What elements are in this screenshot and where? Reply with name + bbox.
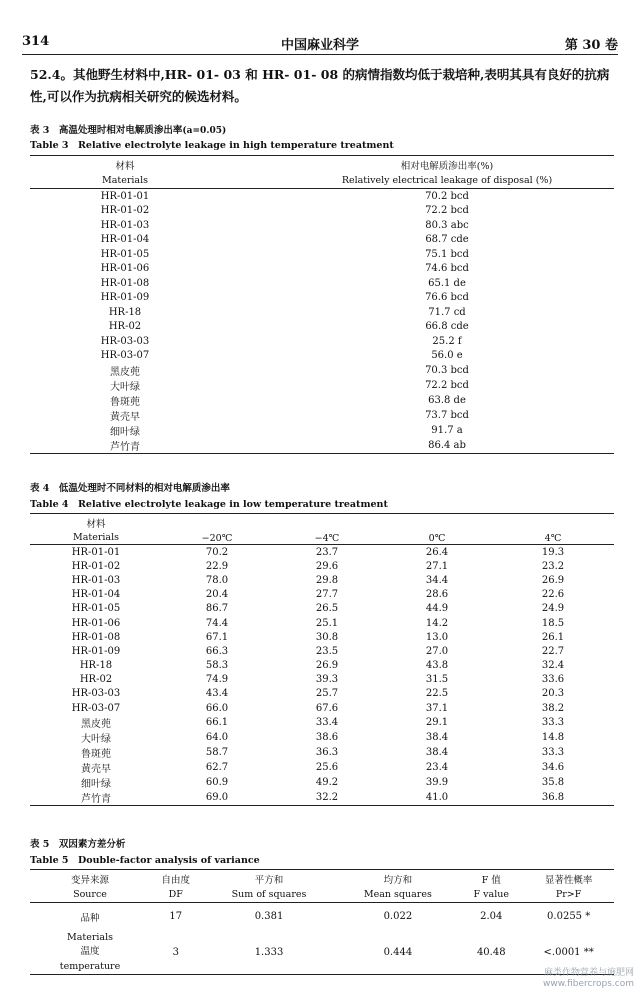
table4-material: HR-01-05 [71, 603, 121, 615]
table5-header-en-cell: Pr>F [523, 886, 614, 903]
table4-value: 70.2 [205, 546, 229, 558]
table3-material: HR-01-01 [100, 190, 150, 202]
table4-value: 23.5 [315, 645, 339, 657]
table5 [30, 869, 614, 975]
table4-value: 38.4 [425, 732, 449, 744]
table4-value: 30.8 [315, 631, 339, 643]
table3-leakage: 66.8 cde [425, 321, 469, 333]
table-row [30, 630, 614, 644]
table3-material: HR-01-08 [100, 277, 150, 289]
table-row [30, 745, 614, 760]
paragraph-line: 52.4。其他野生材料中,HR- 01- 03 和 HR- 01- 08 的病情指数均低于栽培种,表明其具有良好的抗病 [30, 67, 610, 82]
table4-value: 49.2 [315, 777, 339, 789]
table3-col1-en: Materials [30, 172, 220, 189]
table4-value: 14.2 [425, 617, 449, 629]
table4-value: 43.4 [205, 688, 229, 700]
table3-leakage: 56.0 e [431, 350, 463, 362]
table4-value: 34.4 [425, 574, 449, 586]
table3-material: 芦竹青 [30, 438, 220, 454]
table5-header-en-cell: Source [30, 886, 150, 903]
table4-value: 20.3 [541, 688, 565, 700]
table4-temp-header: 4℃ [492, 514, 614, 545]
table4-value: 25.6 [315, 762, 339, 774]
table4-material: 芦竹青 [30, 790, 162, 806]
table4-value: 33.6 [541, 674, 565, 686]
header-rule [22, 54, 618, 55]
table-row [30, 573, 614, 587]
table3-material: HR-01-09 [100, 292, 150, 304]
table4-value: 29.6 [315, 560, 339, 572]
table-row [30, 715, 614, 730]
table4-value: 36.8 [492, 790, 614, 806]
table-row [30, 334, 614, 349]
table4-value: 34.6 [541, 762, 565, 774]
table4-value: 13.0 [425, 631, 449, 643]
table4-material: HR-01-02 [71, 560, 121, 572]
table-row [30, 204, 614, 219]
table3-body [30, 189, 614, 454]
table4-value: 29.1 [425, 717, 449, 729]
table4-value: 19.3 [541, 546, 565, 558]
table3-material: HR-02 [108, 321, 142, 333]
table4-value: 22.5 [425, 688, 449, 700]
table4-value: 32.4 [541, 660, 565, 672]
table4-temp-header: −4℃ [272, 514, 382, 545]
table4-value: 39.3 [315, 674, 339, 686]
table3 [30, 155, 614, 454]
table3-material: HR-18 [108, 306, 142, 318]
page-number: 314 [22, 34, 50, 49]
table-row [30, 760, 614, 775]
table3-leakage: 80.3 abc [425, 219, 469, 231]
table4-value: 44.9 [425, 603, 449, 615]
table-row [30, 247, 614, 262]
table4-value: 64.0 [205, 732, 229, 744]
table-row [30, 616, 614, 630]
running-header [22, 34, 618, 52]
table5-header-cn-cell: 均方和 [337, 870, 460, 887]
table-row [30, 903, 614, 931]
table5-f: 2.04 [480, 911, 503, 922]
table4-body [30, 545, 614, 806]
table4-value: 43.8 [425, 660, 449, 672]
table-row [30, 262, 614, 277]
body-paragraph [30, 64, 616, 108]
table3-material: 细叶绿 [110, 427, 140, 438]
table-row [30, 393, 614, 408]
table3-leakage: 76.6 bcd [425, 292, 469, 304]
table4-value: 26.9 [315, 660, 339, 672]
table-row [30, 701, 614, 715]
table4-value: 74.4 [205, 617, 229, 629]
table3-material: HR-03-03 [100, 335, 150, 347]
table4-value: 22.7 [541, 645, 565, 657]
table4-value: 74.9 [205, 674, 229, 686]
table3-material: HR-01-02 [100, 205, 150, 217]
table-row [30, 930, 614, 975]
table4-value: 36.3 [315, 747, 339, 759]
table4-material: HR-02 [79, 674, 113, 686]
table5-source-cn: 温度 [80, 946, 100, 957]
table4-material: HR-18 [79, 660, 113, 672]
table-row [30, 408, 614, 423]
table3-material: 大叶绿 [110, 382, 140, 393]
table3-leakage: 63.8 de [428, 395, 466, 406]
table-row [30, 545, 614, 560]
table4 [30, 513, 614, 806]
table5-source: 品种 [80, 912, 100, 924]
table4-value: 25.7 [315, 688, 339, 700]
table5-header-en [30, 886, 614, 903]
table3-col1-cn: 材料 [30, 156, 220, 173]
table4-col1-en: Materials [30, 530, 162, 545]
table-row [30, 602, 614, 616]
table4-value: 20.4 [205, 589, 229, 601]
journal-title: 中国麻业科学 [280, 38, 359, 53]
table-row [30, 730, 614, 745]
table4-material: HR-01-03 [71, 574, 121, 586]
table4-value: 66.3 [205, 645, 229, 657]
table5-header-en-cell: Sum of squares [202, 886, 337, 903]
table-row [30, 588, 614, 602]
table4-value: 27.1 [425, 560, 449, 572]
table4-temp-header: 0℃ [382, 514, 492, 545]
table4-value: 29.8 [315, 574, 339, 586]
table-row [30, 659, 614, 673]
table3-material: HR-03-07 [100, 350, 150, 362]
table5-header-cn-cell: F 值 [459, 870, 523, 887]
table4-value: 14.8 [541, 732, 565, 744]
table4-material: 大叶绿 [81, 734, 111, 746]
table3-leakage: 73.7 bcd [425, 410, 469, 421]
table4-value: 58.3 [205, 660, 229, 672]
table4-value: 18.5 [541, 617, 565, 629]
table5-p: <.0001 ** [523, 930, 614, 975]
table4-value: 58.7 [205, 747, 229, 759]
site-watermark: 麻类作物营养与施肥网 www.fibercrops.com [543, 968, 634, 989]
table-row [30, 305, 614, 320]
table4-value: 23.2 [541, 560, 565, 572]
table3-material: HR-01-06 [100, 263, 150, 275]
table5-caption-cn: 表 5 双因素方差分析 [30, 839, 126, 850]
table4-value: 26.1 [541, 631, 565, 643]
table3-leakage: 74.6 bcd [425, 263, 469, 275]
table-row [30, 673, 614, 687]
table3-material: 鲁斑蔸 [110, 397, 140, 408]
table5-caption-en: Table 5 Double-factor analysis of variance [30, 855, 260, 866]
table4-value: 26.9 [541, 574, 565, 586]
table4-material: HR-03-07 [71, 702, 121, 714]
table4-material: 鲁斑蔸 [81, 749, 111, 761]
table4-value: 23.4 [425, 762, 449, 774]
table-row [30, 644, 614, 658]
table4-value: 23.7 [315, 546, 339, 558]
table3-caption-cn: 表 3 高温处理时相对电解质渗出率(a=0.05) [30, 125, 227, 136]
table-row [30, 438, 614, 454]
table4-value: 39.9 [425, 777, 449, 789]
table-row [30, 233, 614, 248]
table5-ss: 0.381 [254, 911, 284, 922]
table3-leakage: 65.1 de [428, 277, 466, 289]
table5-source-en2: temperature [59, 961, 121, 972]
table5-header-cn [30, 870, 614, 887]
table4-value: 67.1 [205, 631, 229, 643]
table3-caption-en: Table 3 Relative electrolyte leakage in high temperature treatment [30, 140, 394, 151]
table4-value: 67.6 [315, 702, 339, 714]
table3-material: 黄壳早 [110, 412, 140, 423]
table5-df: 3 [150, 930, 202, 975]
table4-value: 27.7 [315, 589, 339, 601]
table-row [30, 189, 614, 204]
table4-value: 35.8 [541, 777, 565, 789]
table4-value: 28.6 [425, 589, 449, 601]
table5-header-en-cell: DF [150, 886, 202, 903]
table3-col2-cn: 相对电解质渗出率(%) [220, 156, 614, 173]
table3-col2-en: Relatively electrical leakage of disposal (%) [220, 172, 614, 189]
table4-value: 27.0 [425, 645, 449, 657]
table5-ss: 1.333 [202, 930, 337, 975]
table-row [30, 276, 614, 291]
table-row [30, 363, 614, 378]
table5-ms: 0.022 [383, 911, 413, 922]
table4-material: 细叶绿 [81, 779, 111, 791]
paragraph-line: 性,可以作为抗病相关研究的候选材料。 [30, 89, 247, 104]
table5-source-en: Materials [67, 932, 113, 943]
table3-leakage: 25.2 f [432, 335, 462, 347]
table-row [30, 559, 614, 573]
table3-material: HR-01-05 [100, 248, 150, 260]
table-row [30, 320, 614, 335]
table3-leakage: 70.3 bcd [425, 365, 469, 376]
table4-material: 黄壳早 [81, 764, 111, 776]
table4-value: 22.9 [205, 560, 229, 572]
table4-value: 38.4 [425, 747, 449, 759]
table4-value: 38.6 [315, 732, 339, 744]
table5-header-cn-cell: 显著性概率 [523, 870, 614, 887]
table4-material: HR-01-01 [71, 546, 121, 558]
table-row [30, 218, 614, 233]
table3-caption-note: (a=0.05) [182, 126, 227, 136]
table4-material: HR-01-09 [71, 645, 121, 657]
table5-header-cn-cell: 自由度 [150, 870, 202, 887]
table4-value: 32.2 [272, 790, 382, 806]
table3-leakage: 91.7 a [431, 425, 463, 436]
table4-value: 78.0 [205, 574, 229, 586]
table-row [30, 291, 614, 306]
table3-leakage: 71.7 cd [428, 306, 466, 318]
table4-value: 24.9 [541, 603, 565, 615]
table4-value: 66.1 [205, 717, 229, 729]
table4-value: 60.9 [205, 777, 229, 789]
table3-leakage: 70.2 bcd [425, 190, 469, 202]
table3-leakage: 68.7 cde [425, 234, 469, 246]
table5-header-en-cell: F value [459, 886, 523, 903]
table4-value: 31.5 [425, 674, 449, 686]
table-row [30, 775, 614, 790]
table5-source [30, 930, 150, 975]
table4-caption-cn: 表 4 低温处理时不同材料的相对电解质渗出率 [30, 483, 230, 494]
table4-value: 26.5 [315, 603, 339, 615]
volume-label: 第 30 卷 [564, 38, 618, 53]
table-row [30, 687, 614, 701]
table5-header-cn-cell: 平方和 [202, 870, 337, 887]
table5-f: 40.48 [459, 930, 523, 975]
table3-leakage: 86.4 ab [220, 438, 614, 454]
table-row [30, 790, 614, 806]
table4-value: 25.1 [315, 617, 339, 629]
table4-material: HR-01-04 [71, 589, 121, 601]
table5-header-en-cell: Mean squares [337, 886, 460, 903]
table-row [30, 423, 614, 438]
table5-p: 0.0255 * [547, 911, 591, 922]
table4-value: 33.3 [541, 747, 565, 759]
table4-temp-header: −20℃ [162, 514, 272, 545]
table4-value: 41.0 [382, 790, 492, 806]
table5-df: 17 [169, 911, 183, 922]
table4-material: HR-03-03 [71, 688, 121, 700]
table4-value: 69.0 [162, 790, 272, 806]
table4-value: 22.6 [541, 589, 565, 601]
table4-value: 86.7 [205, 603, 229, 615]
table4-col1-cn: 材料 [30, 514, 162, 531]
table4-material: 黑皮蔸 [81, 719, 111, 731]
table4-material: HR-01-08 [71, 631, 121, 643]
table5-header-cn-cell: 变异来源 [30, 870, 150, 887]
table3-leakage: 72.2 bcd [425, 205, 469, 217]
table4-value: 33.3 [541, 717, 565, 729]
table4-material: HR-01-06 [71, 617, 121, 629]
table4-value: 33.4 [315, 717, 339, 729]
table3-leakage: 72.2 bcd [425, 380, 469, 391]
table3-leakage: 75.1 bcd [425, 248, 469, 260]
table4-caption-en: Table 4 Relative electrolyte leakage in low temperature treatment [30, 499, 388, 510]
table4-value: 38.2 [541, 702, 565, 714]
table4-value: 26.4 [425, 546, 449, 558]
table-row [30, 378, 614, 393]
table3-material: HR-01-04 [100, 234, 150, 246]
table3-material: HR-01-03 [100, 219, 150, 231]
table4-value: 62.7 [205, 762, 229, 774]
table4-value: 37.1 [425, 702, 449, 714]
table-row [30, 349, 614, 364]
table5-ms: 0.444 [337, 930, 460, 975]
table4-value: 66.0 [205, 702, 229, 714]
table3-material: 黑皮蔸 [110, 367, 140, 378]
